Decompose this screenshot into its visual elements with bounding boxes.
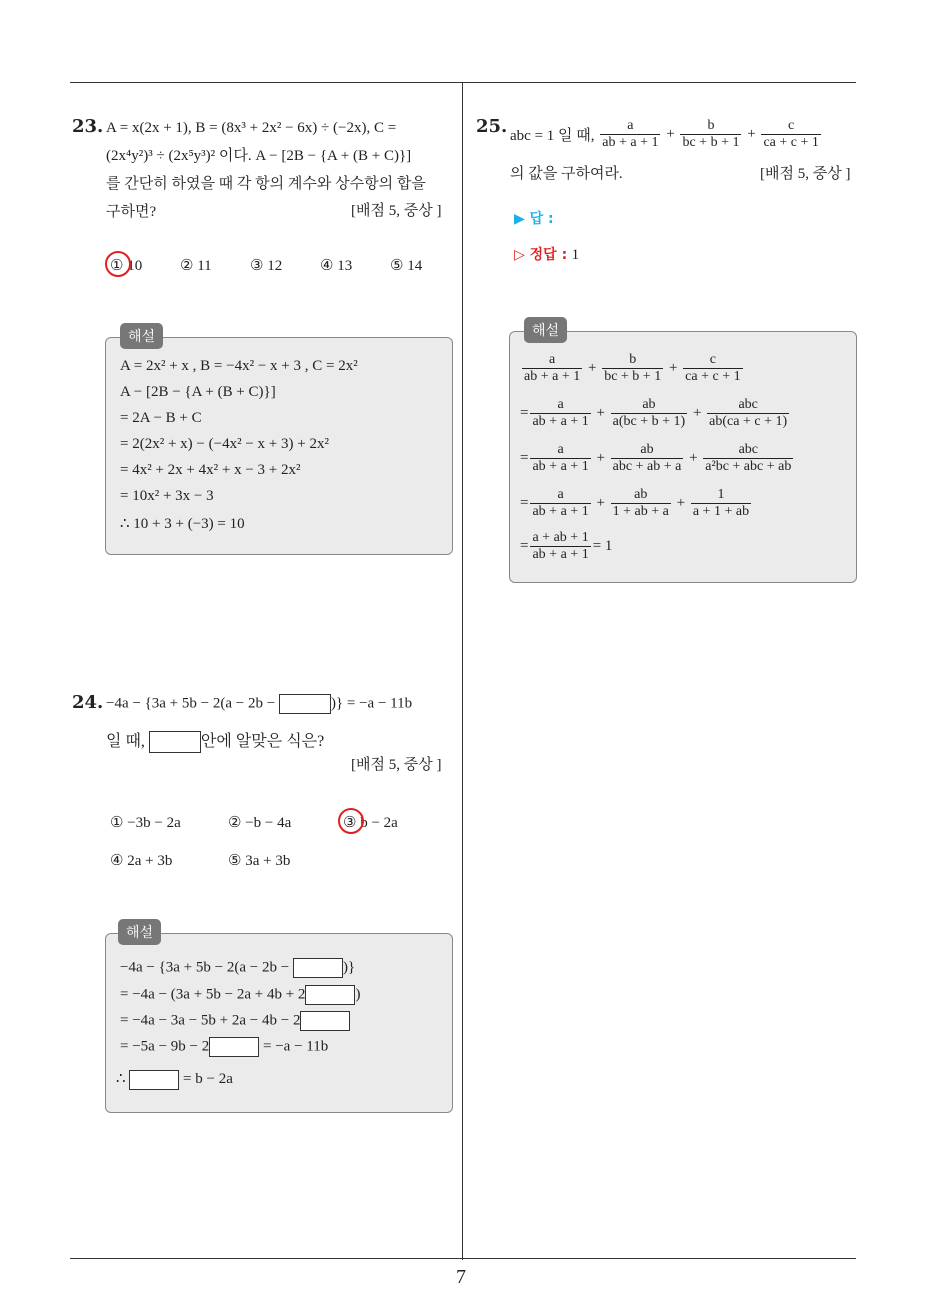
q24-option-5[interactable]: ⑤ 3a + 3b [228, 853, 291, 869]
q25-sol-fraction [611, 442, 684, 475]
q24-sol-4b: = −a − 11b [263, 1038, 329, 1055]
q25-frac-a-den: ab + a + 1 [602, 135, 659, 150]
q24-eq-blank [279, 694, 331, 714]
q25-sol-denominator: ab + a + 1 [532, 414, 589, 429]
q23-sol-line-7: ∴ 10 + 3 + (−3) = 10 [120, 516, 245, 532]
q24-sol-2-blank [305, 985, 355, 1005]
q24-sol-line-5 [116, 1069, 233, 1090]
q25-sol-numerator: a [557, 397, 564, 412]
q25-sol-denominator: ab(ca + c + 1) [709, 414, 788, 429]
q25-sol-equals: = [520, 405, 529, 421]
q25-sol-numerator: ab [640, 442, 654, 457]
q25-sol-numerator: a [557, 442, 564, 457]
column-divider [462, 82, 463, 1260]
q25-score: [배점 5, 중상 ] [760, 166, 851, 182]
q25-answer-label[interactable]: ▶ 답 : [514, 211, 554, 227]
q24-eq-left: −4a − {3a + 5b − 2(a − 2b − [106, 695, 276, 712]
question-25-number: 25. [476, 116, 508, 137]
q24-line-2b: 안에 알맞은 식은? [200, 733, 325, 750]
q24-option-1[interactable]: ① −3b − 2a [110, 815, 181, 831]
q25-sol-plus: + [592, 495, 609, 511]
q25-frac-c-num: c [788, 118, 795, 133]
q24-line-2a: 일 때, [106, 733, 145, 750]
q23-sol-line-4: = 2(2x² + x) − (−4x² − x + 3) + 2x² [120, 436, 329, 452]
q25-correct-value: 1 [571, 247, 580, 263]
q24-eq-right: )} = −a − 11b [330, 695, 413, 712]
q25-sol-plus: + [685, 450, 702, 466]
q25-sol-fraction [530, 487, 590, 520]
q25-frac-b [680, 118, 741, 151]
q25-sol-plus: + [592, 405, 609, 421]
q25-sol-numerator: c [709, 352, 716, 367]
q24-sol-4a: = −5a − 9b − 2 [120, 1038, 210, 1055]
q24-sol-2b: ) [355, 986, 361, 1003]
q23-solution-tag: 해설 [120, 323, 163, 349]
q23-option-1[interactable]: ① 10 [110, 258, 143, 274]
q23-line-2: (2x⁴y²)³ ÷ (2x⁵y³)² 이다. A − [2B − {A + (B + C)}] [106, 148, 412, 164]
q23-score: [배점 5, 중상 ] [351, 203, 442, 219]
q24-line-2-blank [149, 731, 201, 753]
q24-sol-4-blank [209, 1037, 259, 1057]
q25-sol-numerator: abc [738, 442, 759, 457]
q25-sol-denominator: ab + a + 1 [524, 369, 581, 384]
q23-option-3[interactable]: ③ 12 [250, 258, 283, 274]
q24-solution-tag: 해설 [118, 919, 161, 945]
q25-sol-denominator: ab + a + 1 [532, 547, 589, 562]
q25-sol-denominator: a + 1 + ab [692, 504, 750, 519]
q25-condition: abc = 1 일 때, $\frac{a}{ab + a + 1}$ + $\frac{b}{bc + b + 1}$ + $\frac{c}{ca + c + 1}$ [510, 118, 819, 150]
page-number: 7 [456, 1266, 466, 1288]
q25-frac-c-den: ca + c + 1 [763, 135, 819, 150]
q23-selected-mark [105, 251, 131, 277]
q23-option-5[interactable]: ⑤ 14 [390, 258, 423, 274]
q25-sol-row [520, 487, 753, 520]
q25-sol-fraction [691, 487, 751, 520]
q24-line-2 [106, 728, 324, 753]
q24-sol-1b: )} [342, 959, 356, 976]
q25-sol-denominator: a²bc + abc + ab [705, 459, 792, 474]
q25-sol-denominator: 1 + ab + a [612, 504, 669, 519]
q25-sol-plus: + [584, 360, 601, 376]
q25-sol-plus: + [665, 360, 682, 376]
top-rule [70, 82, 856, 83]
q25-sol-denominator: a(bc + b + 1) [612, 414, 686, 429]
q25-sol-denominator: ab + a + 1 [532, 459, 589, 474]
q23-line-3: 를 간단히 하였을 때 각 항의 계수와 상수항의 합을 [106, 176, 426, 192]
q25-sol-denominator: ab + a + 1 [532, 504, 589, 519]
q25-sol-numerator: ab [634, 487, 648, 502]
q24-score: [배점 5, 중상 ] [351, 757, 442, 773]
q25-sol-row [520, 442, 795, 475]
q25-sol-fraction [683, 352, 742, 385]
q24-sol-1a: −4a − {3a + 5b − 2(a − 2b − [120, 959, 290, 976]
q24-equation [106, 694, 412, 714]
q25-sol-result: = 1 [592, 538, 613, 554]
q24-sol-line-1 [120, 958, 355, 978]
q25-sol-row [520, 397, 791, 430]
q24-option-4[interactable]: ④ 2a + 3b [110, 853, 173, 869]
q25-solution-tag: 해설 [524, 317, 567, 343]
q25-sol-plus: + [689, 405, 706, 421]
q24-sol-1-blank [293, 958, 343, 978]
q25-correct-label: ▷ 정답 : [514, 247, 568, 263]
q24-selected-mark [338, 808, 364, 834]
q25-frac-a [600, 118, 660, 151]
q25-sol-fraction [602, 352, 663, 385]
q25-sol-numerator: a [557, 487, 564, 502]
q25-sol-numerator: b [629, 352, 637, 367]
q23-option-4[interactable]: ④ 13 [320, 258, 353, 274]
q25-sol-equals: = [520, 495, 529, 511]
q24-sol-line-3 [120, 1011, 350, 1031]
bottom-rule [70, 1258, 856, 1259]
q25-frac-b-den: bc + b + 1 [682, 135, 740, 150]
q25-sol-fraction [530, 442, 590, 475]
q25-sol-denominator: abc + ab + a [612, 459, 682, 474]
q24-sol-2a: = −4a − (3a + 5b − 2a + 4b + 2 [120, 986, 306, 1003]
q23-line-1: A = x(2x + 1), B = (8x³ + 2x² − 6x) ÷ (−2x), C = [106, 120, 397, 136]
q25-sol-numerator: abc [738, 397, 758, 412]
q24-sol-5-blank [129, 1070, 179, 1090]
question-23-number: 23. [72, 116, 104, 137]
q25-sol-row [520, 530, 612, 563]
q23-sol-line-5: = 4x² + 2x + 4x² + x − 3 + 2x² [120, 462, 301, 478]
question-24-number: 24. [72, 692, 104, 713]
q25-cond-text: abc = 1 일 때, [510, 128, 595, 144]
q24-sol-5a: ∴ [116, 1071, 126, 1087]
q25-sol-numerator: ab [642, 397, 656, 412]
q25-sol-plus: + [672, 495, 689, 511]
q23-sol-line-6: = 10x² + 3x − 3 [120, 488, 214, 504]
q25-sol-equals: = [520, 538, 529, 554]
q25-sol-plus: + [592, 450, 609, 466]
q25-line-2: 의 값을 구하여라. [510, 166, 623, 182]
q23-option-2[interactable]: ② 11 [180, 258, 212, 274]
q23-sol-line-1: A = 2x² + x , B = −4x² − x + 3 , C = 2x² [120, 358, 358, 374]
q24-sol-5b: = b − 2a [183, 1071, 233, 1087]
q25-frac-b-num: b [707, 118, 715, 133]
q23-sol-line-3: = 2A − B + C [120, 410, 202, 426]
q25-sol-fraction [530, 530, 590, 563]
q25-frac-a-num: a [627, 118, 634, 133]
q25-sol-fraction [703, 442, 793, 475]
q25-sol-denominator: bc + b + 1 [604, 369, 662, 384]
q24-sol-3a: = −4a − 3a − 5b + 2a − 4b − 2 [120, 1012, 301, 1029]
q25-sol-equals: = [520, 450, 529, 466]
q25-sol-row [520, 352, 745, 385]
q25-sol-numerator: 1 [717, 487, 725, 502]
q25-sol-denominator: ca + c + 1 [685, 369, 741, 384]
q25-frac-c [761, 118, 820, 151]
q24-option-3[interactable]: ③ b − 2a [343, 815, 398, 831]
q25-sol-fraction [611, 487, 671, 520]
q25-sol-fraction [522, 352, 582, 385]
q24-sol-line-4 [120, 1037, 328, 1057]
q25-sol-fraction [611, 397, 688, 430]
q25-sol-numerator: a [549, 352, 556, 367]
q24-option-2[interactable]: ② −b − 4a [228, 815, 292, 831]
q23-line-4: 구하면? [106, 204, 157, 220]
q25-correct-answer [514, 244, 579, 264]
q25-sol-fraction [707, 397, 789, 430]
q25-sol-numerator: a + ab + 1 [532, 530, 589, 545]
q25-sol-fraction [530, 397, 590, 430]
q23-sol-line-2: A − [2B − {A + (B + C)}] [120, 384, 276, 400]
q24-sol-line-2 [120, 985, 360, 1005]
q24-sol-3-blank [300, 1011, 350, 1031]
